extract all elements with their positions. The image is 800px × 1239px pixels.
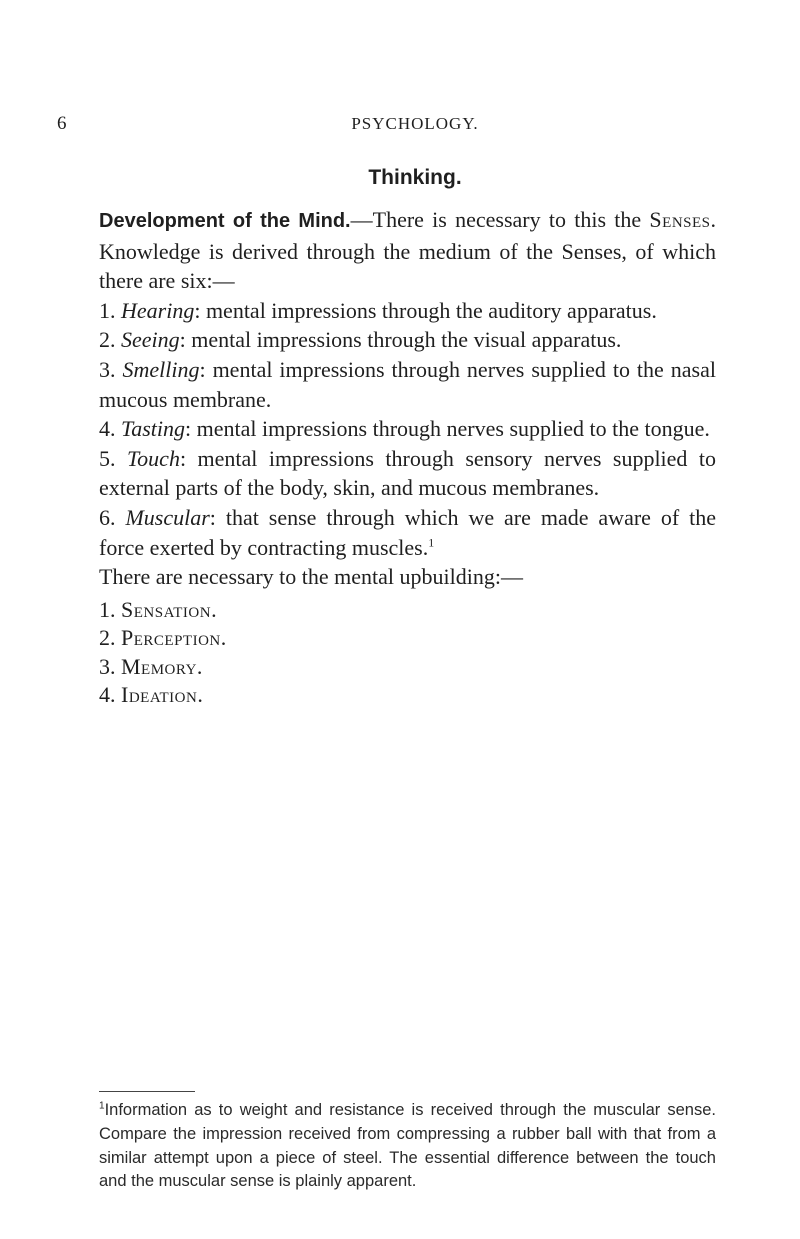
stage-name: Memory. — [121, 653, 203, 679]
sense-item-muscular — [99, 503, 716, 562]
stage-number: 4. — [99, 682, 116, 708]
footnote-reference[interactable]: 1 — [428, 535, 435, 550]
stage-number: 1. — [99, 596, 116, 622]
sense-description: : mental impressions through nerves supplied to the tongue. — [185, 416, 710, 442]
page-number: 6 — [57, 113, 67, 134]
stage-item-memory — [99, 653, 716, 682]
running-head — [0, 113, 800, 143]
stages-list — [99, 596, 716, 710]
sense-item-hearing — [99, 296, 716, 326]
stage-name: Ideation. — [121, 682, 204, 708]
section-heading: Thinking. — [368, 166, 462, 189]
footnote-marker: 1 — [99, 1100, 105, 1112]
intro-text-a: —There is necessary to this the — [350, 207, 650, 232]
running-title: PSYCHOLOGY. — [351, 114, 479, 133]
sense-item-touch — [99, 444, 716, 503]
sense-name: Smelling — [122, 356, 200, 382]
upbuilding-intro: There are necessary to the mental upbuilding:— — [99, 564, 523, 590]
sense-number: 2. — [99, 327, 116, 353]
intro-paragraph — [99, 205, 716, 296]
stage-name: Perception. — [121, 625, 227, 651]
sense-number: 3. — [99, 356, 116, 382]
stage-name: Sensation. — [121, 596, 218, 622]
sense-name: Muscular — [125, 504, 210, 530]
footnote-divider — [99, 1091, 195, 1092]
sense-name: Hearing — [121, 297, 195, 323]
stage-number: 3. — [99, 653, 116, 679]
stage-item-ideation — [99, 681, 716, 710]
sense-description: : mental impressions through the visual apparatus. — [179, 327, 622, 353]
sense-item-seeing — [99, 325, 716, 355]
sense-description: : mental impressions through the auditory apparatus. — [194, 297, 657, 323]
sense-description: : mental impressions through nerves supplied to the nasal mucous membrane. — [99, 356, 716, 412]
sense-name: Touch — [126, 445, 180, 471]
sense-number: 6. — [99, 504, 116, 530]
intro-text-b: . Knowledge is derived through the medium of the Senses, of which there are six:— — [99, 207, 716, 294]
sense-description: : mental impressions through sensory nerves supplied to external parts of the body, skin, and mucous membranes. — [99, 445, 717, 501]
sense-item-tasting — [99, 414, 716, 444]
footnote — [99, 1099, 716, 1194]
footnote-text: Information as to weight and resistance is received through the muscular sense. Compare the impression received from compressing a rubber ball with that from a similar attempt upon a piece of steel. The essential difference between the touch and the muscular sense is plainly apparent. — [99, 1101, 716, 1191]
sense-number: 4. — [99, 416, 116, 442]
sense-name: Seeing — [121, 327, 180, 353]
stage-number: 2. — [99, 625, 116, 651]
sense-name: Tasting — [121, 416, 186, 442]
sense-item-smelling — [99, 355, 716, 414]
senses-word: Senses — [649, 207, 711, 232]
stage-item-perception — [99, 624, 716, 653]
body-text — [99, 205, 716, 710]
run-in-heading: Development of the Mind. — [99, 210, 351, 232]
stage-item-sensation — [99, 596, 716, 625]
sense-number: 5. — [99, 445, 116, 471]
sense-number: 1. — [99, 297, 116, 323]
sense-description: : that sense through which we are made aware of the force exerted by contracting muscles. — [99, 504, 717, 560]
